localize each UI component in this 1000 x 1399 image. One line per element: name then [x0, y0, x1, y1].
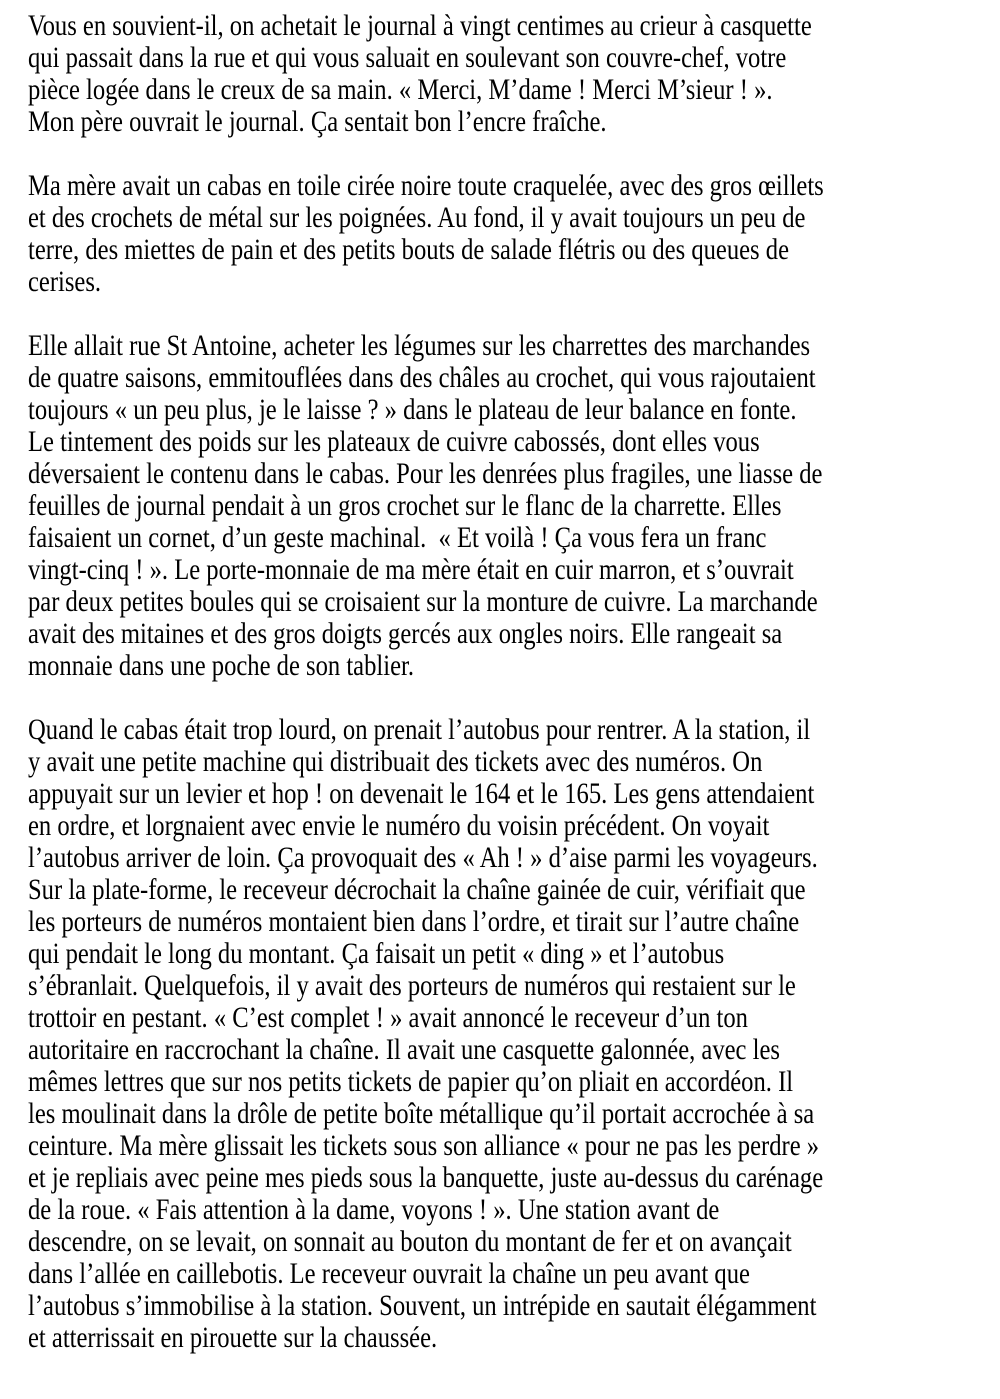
text-line: avait des mitaines et des gros doigts gercés aux ongles noirs. Elle rangeait sa	[28, 617, 783, 650]
text-line: Quand le cabas était trop lourd, on prenait l’autobus pour rentrer. A la station, il	[28, 713, 811, 746]
text-line: de quatre saisons, emmitouflées dans des châles au crochet, qui vous rajoutaient	[28, 361, 816, 394]
text-line: Sur la plate-forme, le receveur décrochait la chaîne gainée de cuir, vérifiait que	[28, 873, 806, 906]
text-line: pièce logée dans le creux de sa main. « Merci, M’dame ! Merci M’sieur ! ».	[28, 73, 773, 106]
text-line: dans l’allée en caillebotis. Le receveur ouvrait la chaîne un peu avant que	[28, 1257, 750, 1290]
text-line: terre, des miettes de pain et des petits bouts de salade flétris ou des queues de	[28, 233, 790, 266]
text-line: qui pendait le long du montant. Ça faisait un petit « ding » et l’autobus	[28, 937, 725, 970]
text-line: les porteurs de numéros montaient bien dans l’ordre, et tirait sur l’autre chaîne	[28, 905, 800, 938]
text-line: les moulinait dans la drôle de petite boîte métallique qu’il portait accrochée à sa	[28, 1097, 815, 1130]
document-body	[28, 10, 1000, 1354]
text-line: trottoir en pestant. « C’est complet ! » avait annoncé le receveur d’un ton	[28, 1001, 748, 1034]
text-line: ceinture. Ma mère glissait les tickets sous son alliance « pour ne pas les perdre »	[28, 1129, 820, 1162]
text-line: cerises.	[28, 265, 102, 298]
text-line: l’autobus arriver de loin. Ça provoquait des « Ah ! » d’aise parmi les voyageurs.	[28, 841, 818, 874]
paragraph	[28, 714, 1000, 1354]
text-line: mêmes lettres que sur nos petits tickets de papier qu’on pliait en accordéon. Il	[28, 1065, 794, 1098]
text-line: descendre, on se levait, on sonnait au bouton du montant de fer et on avançait	[28, 1225, 792, 1258]
text-line: et atterrissait en pirouette sur la chaussée.	[28, 1321, 438, 1354]
text-line: Ma mère avait un cabas en toile cirée noire toute craquelée, avec des gros œillets	[28, 169, 824, 202]
text-line: de la roue. « Fais attention à la dame, voyons ! ». Une station avant de	[28, 1193, 720, 1226]
text-line: y avait une petite machine qui distribuait des tickets avec des numéros. On	[28, 745, 763, 778]
text-line: qui passait dans la rue et qui vous saluait en soulevant son couvre-chef, votre	[28, 41, 787, 74]
text-line: et des crochets de métal sur les poignées. Au fond, il y avait toujours un peu de	[28, 201, 806, 234]
text-line: Vous en souvient-il, on achetait le journal à vingt centimes au crieur à casquette	[28, 9, 812, 42]
text-line: l’autobus s’immobilise à la station. Souvent, un intrépide en sautait élégamment	[28, 1289, 817, 1322]
text-line: Elle allait rue St Antoine, acheter les légumes sur les charrettes des marchandes	[28, 329, 811, 362]
text-line: Mon père ouvrait le journal. Ça sentait bon l’encre fraîche.	[28, 105, 607, 138]
text-line: en ordre, et lorgnaient avec envie le numéro du voisin précédent. On voyait	[28, 809, 770, 842]
text-line: faisaient un cornet, d’un geste machinal. « Et voilà ! Ça vous fera un franc	[28, 521, 767, 554]
text-line: et je repliais avec peine mes pieds sous la banquette, juste au-dessus du carénage	[28, 1161, 824, 1194]
text-line: autoritaire en raccrochant la chaîne. Il avait une casquette galonnée, avec les	[28, 1033, 780, 1066]
text-line: vingt-cinq ! ». Le porte-monnaie de ma mère était en cuir marron, et s’ouvrait	[28, 553, 794, 586]
text-line: monnaie dans une poche de son tablier.	[28, 649, 414, 682]
text-line: Le tintement des poids sur les plateaux de cuivre cabossés, dont elles vous	[28, 425, 760, 458]
text-line: feuilles de journal pendait à un gros crochet sur le flanc de la charrette. Elles	[28, 489, 782, 522]
text-line: toujours « un peu plus, je le laisse ? » dans le plateau de leur balance en fonte.	[28, 393, 797, 426]
paragraph	[28, 10, 1000, 138]
text-line: par deux petites boules qui se croisaient sur la monture de cuivre. La marchande	[28, 585, 818, 618]
text-line: appuyait sur un levier et hop ! on devenait le 164 et le 165. Les gens attendaient	[28, 777, 815, 810]
text-line: s’ébranlait. Quelquefois, il y avait des porteurs de numéros qui restaient sur le	[28, 969, 796, 1002]
text-line: déversaient le contenu dans le cabas. Pour les denrées plus fragiles, une liasse de	[28, 457, 823, 490]
paragraph	[28, 330, 1000, 682]
paragraph	[28, 170, 1000, 298]
